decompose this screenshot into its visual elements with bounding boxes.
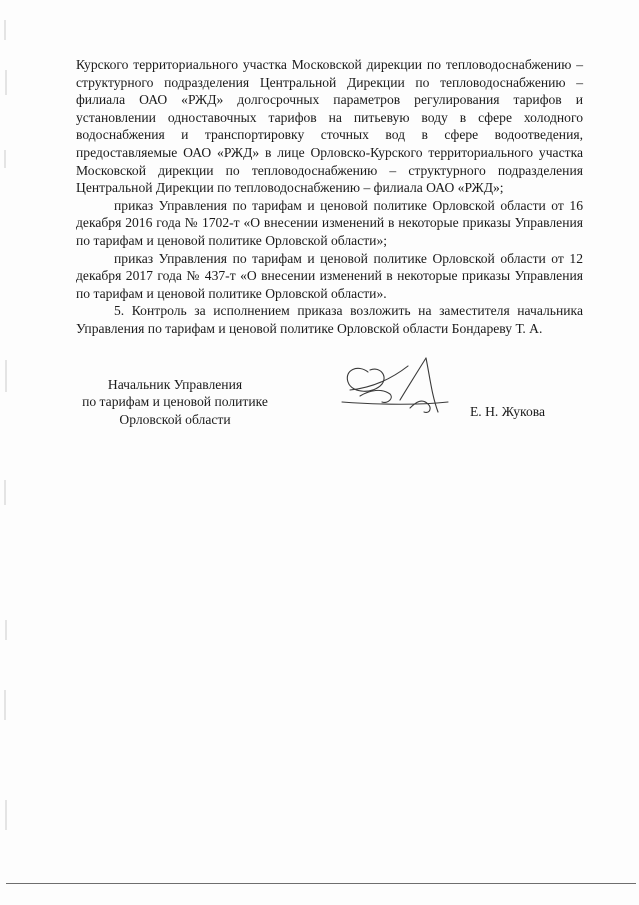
signatory-name: Е. Н. Жукова [470,404,546,419]
bottom-edge-line [6,883,636,884]
paragraph-2: приказ Управления по тарифам и ценовой политике Орловской области от 16 декабря 2016 года № 1702-т «О внесении изменений в некоторые приказы Управления по тарифам и ценовой политике Орловской области»; [76,197,583,248]
document-body [76,56,583,338]
paragraph-1: Курского территориального участка Московской дирекции по тепловодоснабжению – структурного подразделения Центральной Дирекции по тепловодоснабжению – филиала ОАО «РЖД» долгосрочных параметров регулирования тарифов и установлении одноставочных тарифов на питьевую воду в сфере холодного водоснабжения и транспортировку сточных вод в сфере водоотведения, предоставляемые ОАО «РЖД» в лице Орловско-Курского территориального участка Московской дирекции по тепловодоснабжению – структурного подразделения Центральной Дирекции по тепловодоснабжению – филиала ОАО «РЖД»; [76,57,583,196]
signatory-title-line-2: по тарифам и ценовой политике [82,394,268,410]
signatory-title-line-3: Орловской области [119,411,231,427]
paragraph-4: 5. Контроль за исполнением приказа возложить на заместителя начальника Управления по тарифам и ценовой политике Орловской области Бондареву Т. А. [76,303,583,336]
handwritten-signature [330,350,470,430]
signatory-title [70,376,280,428]
scan-edge-marks [3,0,9,905]
paragraph-3: приказ Управления по тарифам и ценовой политике Орловской области от 12 декабря 2017 года № 437-т «О внесении изменений в некоторые приказы Управления по тарифам и ценовой политике Орловской области». [76,250,583,301]
signatory-title-line-1: Начальник Управления [107,377,243,392]
signature-block [0,376,639,436]
